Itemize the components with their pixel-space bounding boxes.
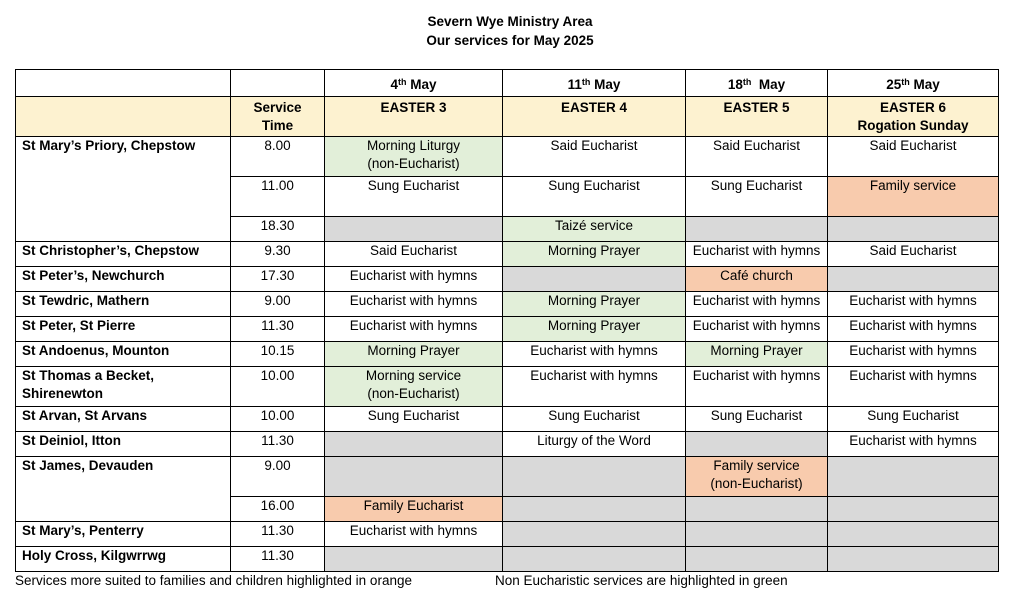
service-cell [828,522,999,547]
service-cell [503,267,686,292]
service-cell [325,497,503,522]
green-legend-note: Non Eucharistic services are highlighted in green [495,573,788,588]
service-row [16,547,999,572]
page-title [0,12,1020,50]
service-time: 10.15 [231,342,325,367]
service-cell [686,367,828,407]
service-name: Sung Eucharist [367,178,460,193]
service-time: 10.00 [231,367,325,407]
service-note: (non-Eucharist) [367,386,460,401]
service-cell [828,217,999,242]
service-cell [686,242,828,267]
church-name: Holy Cross, Kilgwrrwg [16,547,231,572]
service-cell [503,242,686,267]
service-cell [325,217,503,242]
service-cell [686,217,828,242]
service-cell [325,432,503,457]
service-cell [503,432,686,457]
service-cell [503,367,686,407]
service-name: Family service [713,458,800,473]
service-name: Eucharist with hymns [692,243,821,258]
service-cell [503,522,686,547]
service-name: Eucharist with hymns [530,343,658,358]
service-row [16,242,999,267]
sunday-header: EASTER 3 [325,97,503,137]
service-cell [325,267,503,292]
service-name: Eucharist with hymns [530,368,658,383]
service-cell [325,367,503,407]
service-cell [503,342,686,367]
service-name: Sung Eucharist [367,408,460,423]
service-name: Eucharist with hymns [849,318,977,333]
date-header: 4th May [325,70,503,97]
service-name: Eucharist with hymns [692,368,821,383]
church-name: St Deiniol, Itton [16,432,231,457]
service-cell [828,317,999,342]
sunday-header: EASTER 4 [503,97,686,137]
service-name: Eucharist with hymns [349,293,478,308]
header-empty-cell [16,70,231,97]
service-cell [503,317,686,342]
service-time: 18.30 [231,217,325,242]
service-cell [325,317,503,342]
service-name: Sung Eucharist [867,408,959,423]
service-cell [503,407,686,432]
service-cell [828,177,999,217]
service-note: (non-Eucharist) [367,156,460,171]
service-cell [828,267,999,292]
service-name: Sung Eucharist [710,408,803,423]
service-cell [325,547,503,572]
service-name: Said Eucharist [712,138,801,153]
date-header-row [16,70,999,97]
title-line-2: Our services for May 2025 [426,33,594,48]
service-cell [325,342,503,367]
service-cell [325,177,503,217]
church-name: St Tewdric, Mathern [16,292,231,317]
service-name: Morning Prayer [547,243,641,258]
service-cell [686,317,828,342]
sunday-header: EASTER 5 [686,97,828,137]
service-name: Said Eucharist [869,138,957,153]
service-cell [828,547,999,572]
service-cell [828,407,999,432]
service-name: Family service [869,178,957,193]
service-name: Eucharist with hymns [849,293,977,308]
service-cell [686,407,828,432]
service-note: (non-Eucharist) [710,476,803,491]
church-name: St Arvan, St Arvans [16,407,231,432]
church-name: St James, Devauden [16,457,231,522]
service-cell [686,342,828,367]
service-cell [325,242,503,267]
date-header: 11th May [503,70,686,97]
service-cell [686,292,828,317]
service-name: Eucharist with hymns [349,268,478,283]
service-cell [828,137,999,177]
service-time: 16.00 [231,497,325,522]
service-time: 9.30 [231,242,325,267]
service-row [16,432,999,457]
service-cell [686,137,828,177]
sunday-header: EASTER 6 Rogation Sunday [828,97,999,137]
service-name: Morning Prayer [367,343,460,358]
service-name: Morning Prayer [547,293,641,308]
service-row [16,292,999,317]
service-name: Café church [720,268,793,283]
service-time: 17.30 [231,267,325,292]
service-cell [686,497,828,522]
service-name: Taizé service [554,218,634,233]
service-name: Morning service [365,368,462,383]
church-name: St Thomas a Becket, Shirenewton [16,367,231,407]
church-name: St Peter, St Pierre [16,317,231,342]
service-cell [503,497,686,522]
service-cell [686,432,828,457]
church-name: St Mary’s, Penterry [16,522,231,547]
service-time: 11.00 [231,177,325,217]
service-name: Eucharist with hymns [349,523,478,538]
service-row [16,267,999,292]
service-cell [828,432,999,457]
service-row [16,137,999,177]
service-time: 8.00 [231,137,325,177]
service-time: 10.00 [231,407,325,432]
service-time: 11.30 [231,432,325,457]
service-cell [503,217,686,242]
service-cell [828,342,999,367]
service-cell [686,177,828,217]
service-name: Sung Eucharist [548,178,640,193]
service-name: Sung Eucharist [548,408,640,423]
service-cell [325,457,503,497]
service-cell [686,547,828,572]
service-cell [503,292,686,317]
service-name: Eucharist with hymns [692,293,821,308]
date-header: 18th May [686,70,828,97]
service-row [16,407,999,432]
service-cell [325,522,503,547]
service-name: Said Eucharist [550,138,638,153]
service-name: Said Eucharist [369,243,458,258]
service-cell [503,177,686,217]
service-cell [325,407,503,432]
service-cell [828,457,999,497]
church-name: St Andoenus, Mounton [16,342,231,367]
service-row [16,367,999,407]
service-cell [828,367,999,407]
service-time-header: Service Time [231,97,325,137]
service-name: Eucharist with hymns [849,343,977,358]
service-row [16,522,999,547]
service-name: Sung Eucharist [710,178,803,193]
service-name: Eucharist with hymns [692,318,821,333]
services-table [15,69,999,572]
sunday-header-row [16,97,999,137]
service-name: Morning Prayer [547,318,641,333]
church-name: St Mary’s Priory, Chepstow [16,137,231,242]
title-line-1: Severn Wye Ministry Area [427,14,593,29]
service-cell [828,497,999,522]
service-time: 11.30 [231,547,325,572]
service-cell [325,137,503,177]
service-name: Morning Prayer [710,343,803,358]
service-name: Family Eucharist [363,498,464,513]
service-name: Eucharist with hymns [849,433,977,448]
service-time: 9.00 [231,457,325,497]
service-cell [828,242,999,267]
service-cell [686,522,828,547]
orange-legend-note: Services more suited to families and children highlighted in orange [15,573,412,588]
service-cell [503,547,686,572]
church-name: St Christopher’s, Chepstow [16,242,231,267]
service-name: Eucharist with hymns [349,318,478,333]
service-cell [503,457,686,497]
service-cell [828,292,999,317]
service-time: 9.00 [231,292,325,317]
header-empty-cell [16,97,231,137]
service-cell [686,457,828,497]
header-empty-cell [231,70,325,97]
service-row [16,457,999,497]
service-row [16,317,999,342]
service-name: Said Eucharist [869,243,957,258]
service-name: Liturgy of the Word [537,433,651,448]
service-time: 11.30 [231,317,325,342]
service-row [16,342,999,367]
service-cell [686,267,828,292]
date-header: 25th May [828,70,999,97]
church-name: St Peter’s, Newchurch [16,267,231,292]
service-cell [325,292,503,317]
service-name: Eucharist with hymns [849,368,977,383]
service-name: Morning Liturgy [366,138,461,153]
service-cell [503,137,686,177]
service-time: 11.30 [231,522,325,547]
